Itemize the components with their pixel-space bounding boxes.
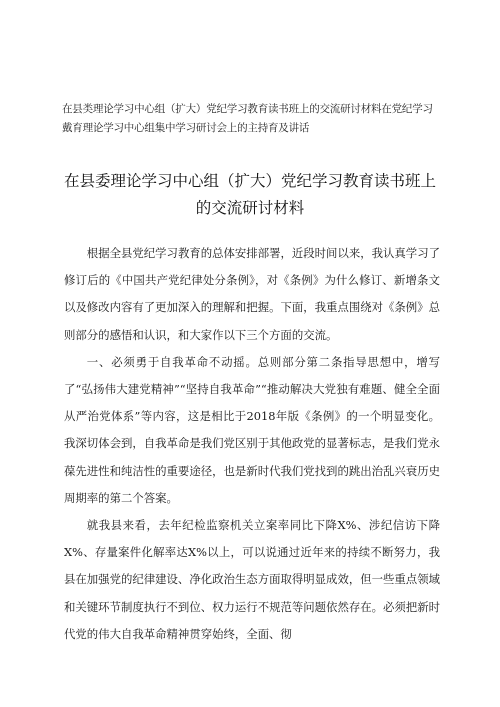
- paragraph-section-one: 一、必须勇于自我革命不动摇。总则部分第二条指导思想中，增写了“弘扬伟大建党精神”“坚持自我革命”“推动解决大党独有难题、健全全面从严治党体系”等内容，这是相比于2018年版《条例》的一个明显变化。我深切体会到，自我革命是我们党区别于其他政党的显著标志，是我们党永葆先进性和纯洁性的重要途径，也是新时代我们党找到的跳出治乱兴衰历史周期率的第二个答案。: [64, 354, 440, 505]
- paragraph-intro: 根据全县党纪学习教育的总体安排部署，近段时间以来，我认真学习了修订后的《中国共产党纪律处分条例》，对《条例》为什么修订、新增条文以及修改内容有了更加深入的理解和把握。下面，我重点围绕对《条例》总则部分的感悟和认识，和大家作以下三个方面的交流。: [64, 246, 440, 342]
- document-title: [60, 168, 440, 222]
- document-header-note: 在县类理论学习中心组（扩大）党纪学习教育读书班上的交流研讨材料在党纪学习戴育理论学习中心组集中学习研讨会上的主持育及讲话: [62, 103, 433, 134]
- document-body: [64, 240, 440, 648]
- title-line-1: 在县委理论学习中心组（扩大）党纪学习教育读书班上: [63, 172, 436, 190]
- paragraph-county-situation: 就我县来看，去年纪检监察机关立案率同比下降X%、涉纪信访下降X%、存量案件化解率达X%以上，可以说通过近年来的持续不断努力，我县在加强党的纪律建设、净化政治生态方面取得明显成效，但一些重点领域和关键环节制度执行不到位、权力运行不规范等问题依然存在。必须把新时代党的伟大自我革命精神贯穿始终，全面、彻: [64, 518, 440, 641]
- title-line-2: 的交流研讨材料: [195, 199, 305, 217]
